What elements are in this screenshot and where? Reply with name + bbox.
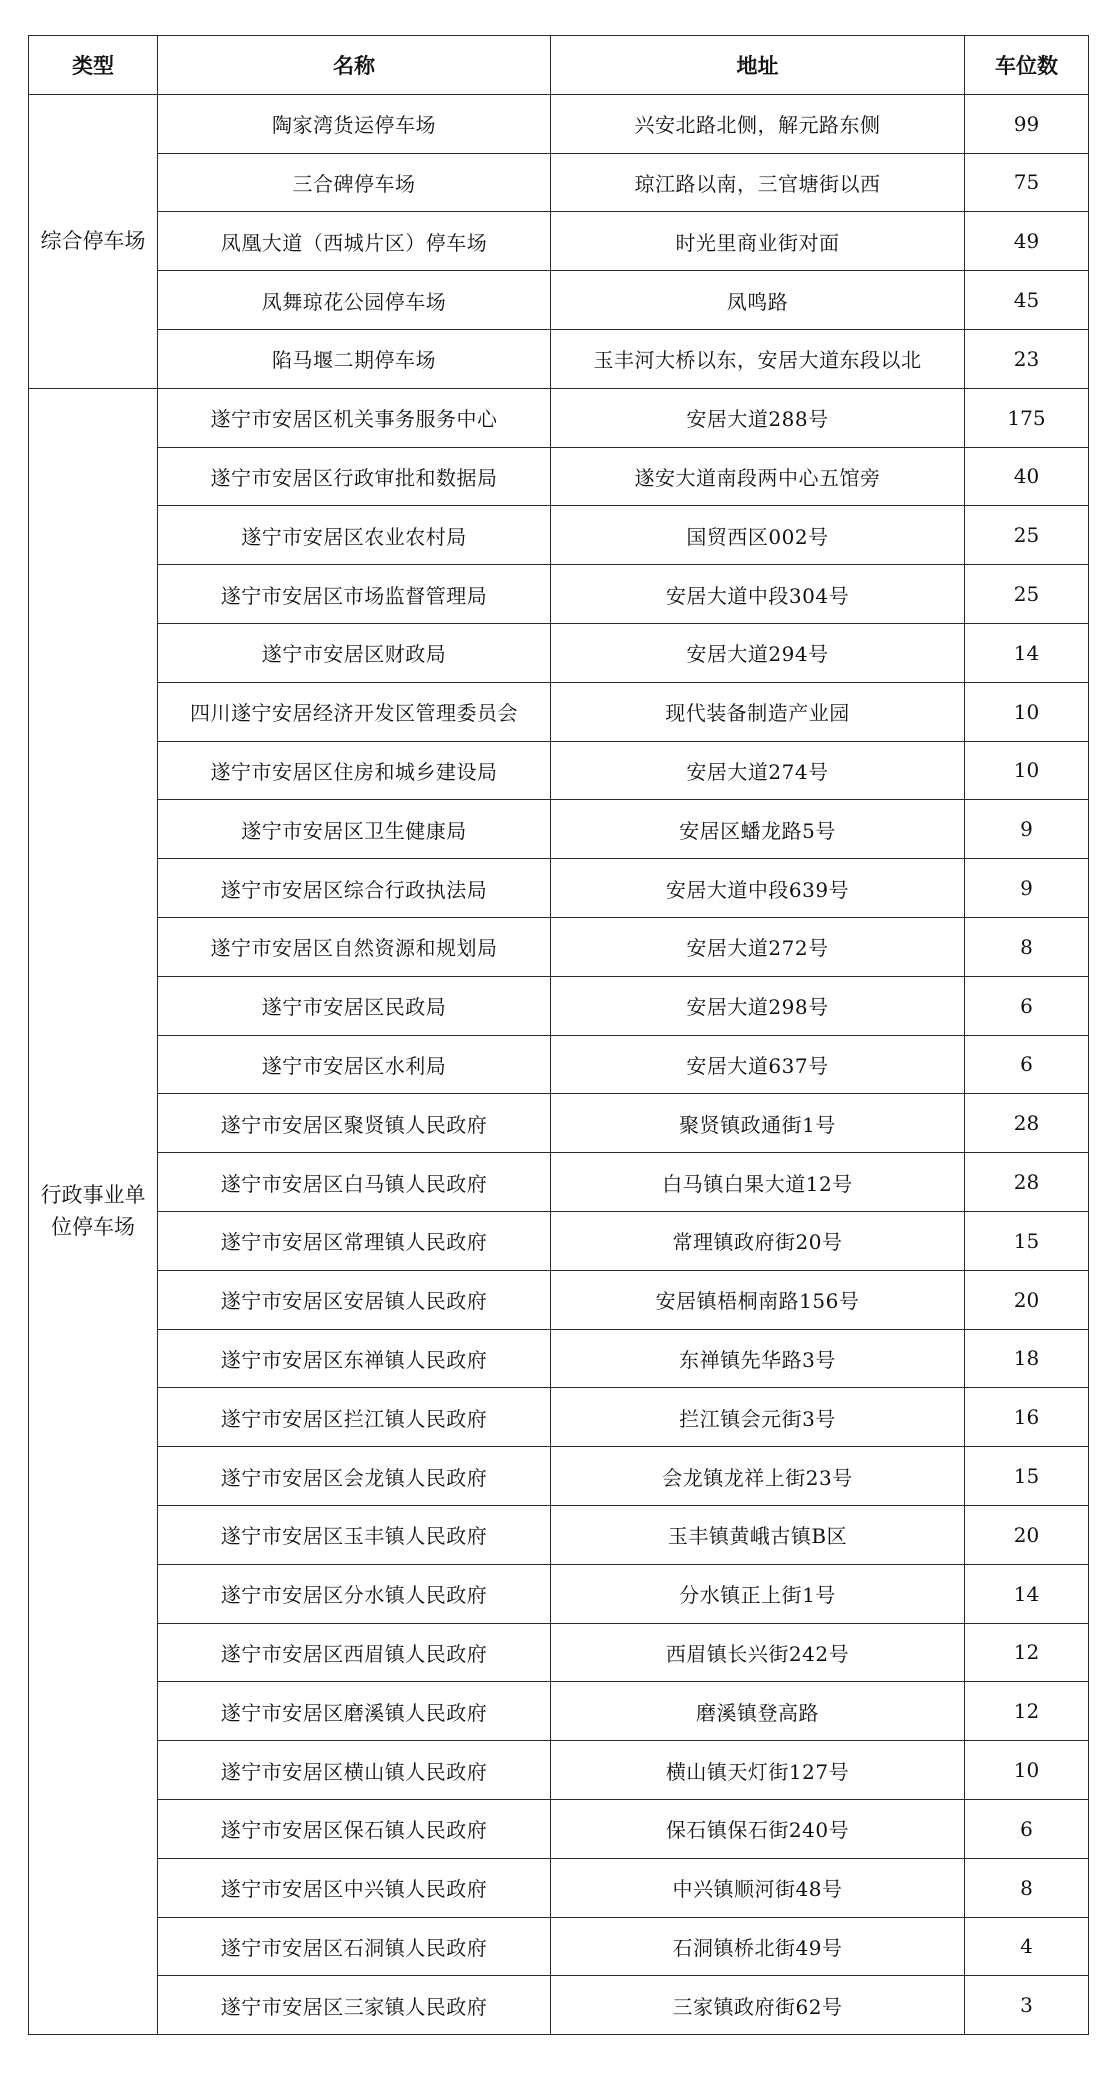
- address-cell: 安居镇梧桐南路156号: [551, 1270, 965, 1329]
- table-row: [29, 565, 1089, 624]
- address-cell: 安居大道272号: [551, 917, 965, 976]
- table-row: [29, 1741, 1089, 1800]
- name-cell: 三合碑停车场: [158, 153, 551, 212]
- table-row: [29, 1799, 1089, 1858]
- spaces-cell: 20: [965, 1505, 1089, 1564]
- name-cell: 遂宁市安居区中兴镇人民政府: [158, 1858, 551, 1917]
- name-cell: 遂宁市安居区机关事务服务中心: [158, 388, 551, 447]
- table-row: [29, 1564, 1089, 1623]
- name-cell: 遂宁市安居区东禅镇人民政府: [158, 1329, 551, 1388]
- spaces-cell: 49: [965, 212, 1089, 271]
- address-cell: 东禅镇先华路3号: [551, 1329, 965, 1388]
- name-cell: 遂宁市安居区农业农村局: [158, 506, 551, 565]
- name-cell: 遂宁市安居区民政局: [158, 976, 551, 1035]
- name-cell: 遂宁市安居区白马镇人民政府: [158, 1153, 551, 1212]
- spaces-cell: 45: [965, 271, 1089, 330]
- spaces-cell: 4: [965, 1917, 1089, 1976]
- spaces-cell: 3: [965, 1976, 1089, 2035]
- table-row: [29, 623, 1089, 682]
- name-cell: 凤凰大道（西城片区）停车场: [158, 212, 551, 271]
- address-cell: 聚贤镇政通街1号: [551, 1094, 965, 1153]
- spaces-cell: 8: [965, 917, 1089, 976]
- spaces-cell: 18: [965, 1329, 1089, 1388]
- address-cell: 西眉镇长兴街242号: [551, 1623, 965, 1682]
- name-cell: 遂宁市安居区财政局: [158, 623, 551, 682]
- address-cell: 安居大道637号: [551, 1035, 965, 1094]
- spaces-cell: 9: [965, 800, 1089, 859]
- table-row: [29, 1329, 1089, 1388]
- spaces-cell: 10: [965, 741, 1089, 800]
- table-row: [29, 682, 1089, 741]
- address-cell: 玉丰镇黄峨古镇B区: [551, 1505, 965, 1564]
- spaces-cell: 14: [965, 623, 1089, 682]
- table-row: [29, 800, 1089, 859]
- table-row: [29, 1917, 1089, 1976]
- table-row: [29, 1035, 1089, 1094]
- address-cell: 白马镇白果大道12号: [551, 1153, 965, 1212]
- name-cell: 遂宁市安居区玉丰镇人民政府: [158, 1505, 551, 1564]
- table-row: [29, 1094, 1089, 1153]
- address-cell: 安居大道中段639号: [551, 859, 965, 918]
- table-row: [29, 1505, 1089, 1564]
- address-cell: 国贸西区002号: [551, 506, 965, 565]
- name-cell: 四川遂宁安居经济开发区管理委员会: [158, 682, 551, 741]
- address-cell: 磨溪镇登高路: [551, 1682, 965, 1741]
- address-cell: 拦江镇会元街3号: [551, 1388, 965, 1447]
- parking-lot-table: [28, 35, 1089, 2035]
- name-cell: 遂宁市安居区自然资源和规划局: [158, 917, 551, 976]
- address-cell: 安居大道294号: [551, 623, 965, 682]
- spaces-cell: 14: [965, 1564, 1089, 1623]
- name-cell: 遂宁市安居区横山镇人民政府: [158, 1741, 551, 1800]
- address-cell: 兴安北路北侧，解元路东侧: [551, 94, 965, 153]
- name-cell: 遂宁市安居区市场监督管理局: [158, 565, 551, 624]
- table-row: [29, 1976, 1089, 2035]
- spaces-cell: 40: [965, 447, 1089, 506]
- address-cell: 安居大道298号: [551, 976, 965, 1035]
- spaces-cell: 25: [965, 565, 1089, 624]
- address-cell: 会龙镇龙祥上街23号: [551, 1447, 965, 1506]
- address-cell: 安居大道274号: [551, 741, 965, 800]
- table-row: [29, 506, 1089, 565]
- address-cell: 横山镇天灯街127号: [551, 1741, 965, 1800]
- spaces-cell: 12: [965, 1623, 1089, 1682]
- address-cell: 保石镇保石街240号: [551, 1799, 965, 1858]
- table-row: [29, 1623, 1089, 1682]
- name-cell: 遂宁市安居区分水镇人民政府: [158, 1564, 551, 1623]
- address-cell: 三家镇政府街62号: [551, 1976, 965, 2035]
- table-row: [29, 1270, 1089, 1329]
- spaces-cell: 15: [965, 1211, 1089, 1270]
- spaces-cell: 8: [965, 1858, 1089, 1917]
- spaces-cell: 25: [965, 506, 1089, 565]
- name-cell: 遂宁市安居区保石镇人民政府: [158, 1799, 551, 1858]
- spaces-cell: 10: [965, 682, 1089, 741]
- spaces-cell: 75: [965, 153, 1089, 212]
- address-cell: 分水镇正上街1号: [551, 1564, 965, 1623]
- header-spaces: 车位数: [965, 36, 1089, 95]
- address-cell: 现代装备制造产业园: [551, 682, 965, 741]
- spaces-cell: 28: [965, 1094, 1089, 1153]
- address-cell: 琼江路以南，三官塘街以西: [551, 153, 965, 212]
- name-cell: 遂宁市安居区磨溪镇人民政府: [158, 1682, 551, 1741]
- address-cell: 凤鸣路: [551, 271, 965, 330]
- address-cell: 安居大道288号: [551, 388, 965, 447]
- type-cell: 综合停车场: [29, 94, 158, 388]
- name-cell: 遂宁市安居区西眉镇人民政府: [158, 1623, 551, 1682]
- table-row: [29, 388, 1089, 447]
- table-body: [29, 94, 1089, 2034]
- name-cell: 遂宁市安居区水利局: [158, 1035, 551, 1094]
- address-cell: 安居大道中段304号: [551, 565, 965, 624]
- table-row: [29, 1153, 1089, 1212]
- address-cell: 玉丰河大桥以东，安居大道东段以北: [551, 329, 965, 388]
- table-row: [29, 1211, 1089, 1270]
- table-row: [29, 741, 1089, 800]
- table-row: [29, 212, 1089, 271]
- name-cell: 陶家湾货运停车场: [158, 94, 551, 153]
- name-cell: 遂宁市安居区住房和城乡建设局: [158, 741, 551, 800]
- header-address: 地址: [551, 36, 965, 95]
- name-cell: 遂宁市安居区行政审批和数据局: [158, 447, 551, 506]
- table-row: [29, 917, 1089, 976]
- table-row: [29, 329, 1089, 388]
- type-cell: 行政事业单 位停车场: [29, 388, 158, 2034]
- spaces-cell: 15: [965, 1447, 1089, 1506]
- name-cell: 遂宁市安居区综合行政执法局: [158, 859, 551, 918]
- table-row: [29, 976, 1089, 1035]
- name-cell: 遂宁市安居区拦江镇人民政府: [158, 1388, 551, 1447]
- address-cell: 常理镇政府街20号: [551, 1211, 965, 1270]
- table-header-row: [29, 36, 1089, 95]
- name-cell: 遂宁市安居区常理镇人民政府: [158, 1211, 551, 1270]
- address-cell: 石洞镇桥北街49号: [551, 1917, 965, 1976]
- name-cell: 遂宁市安居区聚贤镇人民政府: [158, 1094, 551, 1153]
- table-row: [29, 271, 1089, 330]
- name-cell: 遂宁市安居区三家镇人民政府: [158, 1976, 551, 2035]
- table-row: [29, 447, 1089, 506]
- spaces-cell: 23: [965, 329, 1089, 388]
- address-cell: 时光里商业街对面: [551, 212, 965, 271]
- address-cell: 遂安大道南段两中心五馆旁: [551, 447, 965, 506]
- name-cell: 遂宁市安居区安居镇人民政府: [158, 1270, 551, 1329]
- table-row: [29, 1682, 1089, 1741]
- spaces-cell: 9: [965, 859, 1089, 918]
- header-name: 名称: [158, 36, 551, 95]
- table-row: [29, 1388, 1089, 1447]
- address-cell: 安居区蟠龙路5号: [551, 800, 965, 859]
- spaces-cell: 99: [965, 94, 1089, 153]
- name-cell: 遂宁市安居区卫生健康局: [158, 800, 551, 859]
- spaces-cell: 6: [965, 1035, 1089, 1094]
- spaces-cell: 16: [965, 1388, 1089, 1447]
- header-type: 类型: [29, 36, 158, 95]
- table-row: [29, 94, 1089, 153]
- name-cell: 陷马堰二期停车场: [158, 329, 551, 388]
- spaces-cell: 20: [965, 1270, 1089, 1329]
- spaces-cell: 175: [965, 388, 1089, 447]
- table-row: [29, 1447, 1089, 1506]
- name-cell: 遂宁市安居区会龙镇人民政府: [158, 1447, 551, 1506]
- spaces-cell: 12: [965, 1682, 1089, 1741]
- table-row: [29, 153, 1089, 212]
- table-row: [29, 1858, 1089, 1917]
- spaces-cell: 6: [965, 976, 1089, 1035]
- name-cell: 凤舞琼花公园停车场: [158, 271, 551, 330]
- spaces-cell: 10: [965, 1741, 1089, 1800]
- spaces-cell: 6: [965, 1799, 1089, 1858]
- name-cell: 遂宁市安居区石洞镇人民政府: [158, 1917, 551, 1976]
- address-cell: 中兴镇顺河街48号: [551, 1858, 965, 1917]
- spaces-cell: 28: [965, 1153, 1089, 1212]
- table-row: [29, 859, 1089, 918]
